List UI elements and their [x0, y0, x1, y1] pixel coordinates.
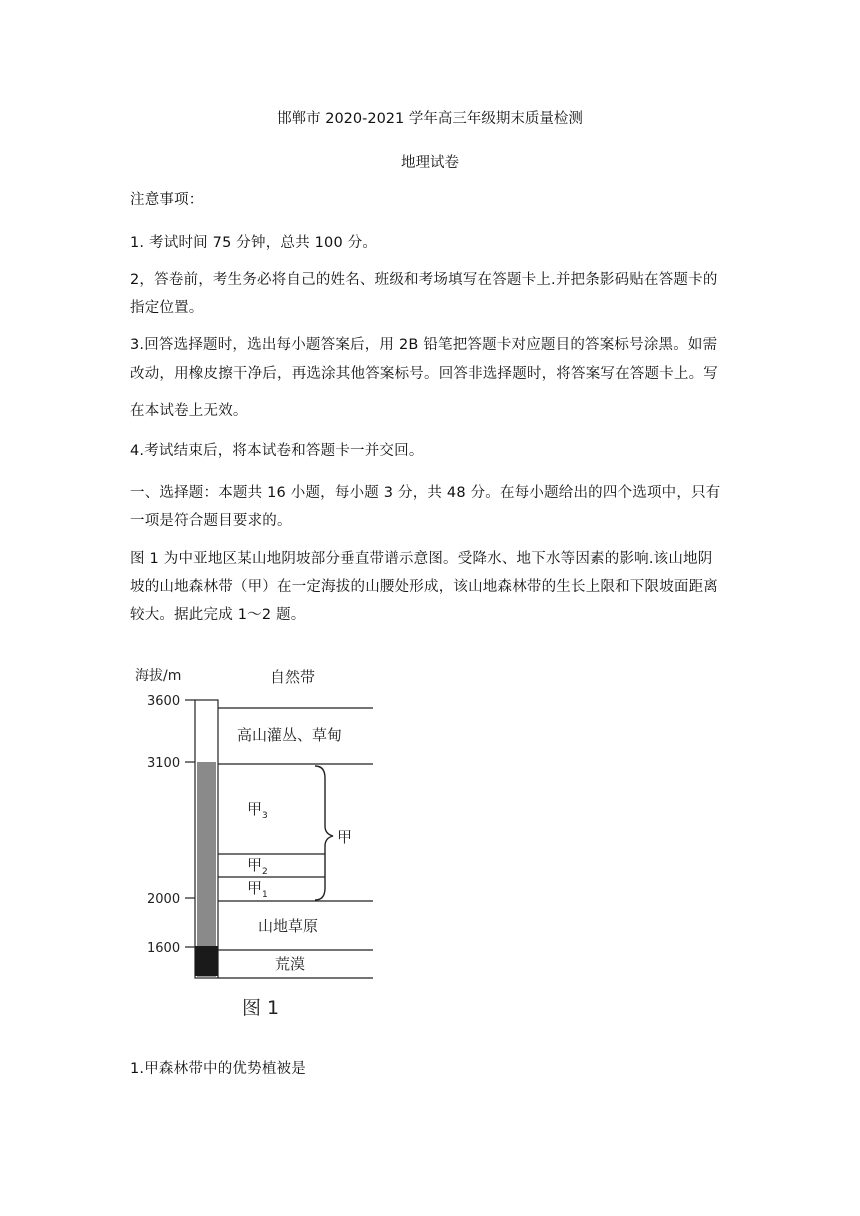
note-item-4: 4.考试结束后，将本试卷和答题卡一并交回。 [130, 443, 424, 459]
exam-subtitle: 地理试卷 [401, 155, 459, 171]
zone-label-alpine: 高山灌丛、草甸 [237, 726, 343, 744]
note-item-3-line-2: 改动，用橡皮擦干净后，再选涂其他答案标号。回答非选择题时，将答案写在答题卡上。写 [130, 366, 718, 382]
note-item-3-line-3: 在本试卷上无效。 [130, 403, 248, 419]
intro-line-3: 较大。据此完成 1～2 题。 [130, 607, 306, 623]
intro-line-1: 图 1 为中亚地区某山地阴坡部分垂直带谱示意图。受降水、地下水等因素的影响.该山地阴 [130, 551, 713, 567]
brace-label: 甲 [337, 828, 353, 846]
zone-label-jia1: 甲$_1$ [247, 879, 268, 900]
vertical-zonation-figure [125, 658, 385, 1028]
zone-label-jia3: 甲$_3$ [247, 800, 268, 821]
intro-line-2: 坡的山地森林带（甲）在一定海拔的山腰处形成，该山地森林带的生长上限和下限坡面距离 [130, 579, 718, 595]
tick-label-3600: 3600 [147, 694, 181, 709]
question-1: 1.甲森林带中的优势植被是 [130, 1061, 306, 1077]
zone-label-steppe: 山地草原 [258, 917, 319, 935]
tick-label-1600: 1600 [147, 941, 181, 956]
tick-label-2000: 2000 [147, 892, 181, 907]
note-item-1: 1. 考试时间 75 分钟，总共 100 分。 [130, 235, 378, 251]
forest-belt-brace [315, 766, 333, 900]
tick-label-3100: 3100 [147, 756, 181, 771]
note-item-2-line-2: 指定位置。 [130, 300, 204, 316]
zone-label-desert: 荒漠 [275, 955, 306, 973]
figure-caption: 图 1 [242, 997, 280, 1019]
note-item-3-line-1: 3.回答选择题时，选出每小题答案后，用 2B 铅笔把答题卡对应题目的答案标号涂黑。如需 [130, 337, 718, 353]
section-heading-line-2: 一项是符合题目要求的。 [130, 513, 292, 529]
column-label: 自然带 [270, 668, 316, 686]
notes-heading: 注意事项： [130, 192, 204, 208]
section-heading-line-1: 一、选择题：本题共 16 小题，每小题 3 分，共 48 分。在每小题给出的四个选项中，只有 [130, 485, 721, 501]
zone-label-jia2: 甲$_2$ [247, 856, 268, 877]
elevation-column-dark-base [195, 946, 218, 976]
note-item-2-line-1: 2，答卷前，考生务必将自己的姓名、班级和考场填写在答题卡上.并把条影码贴在答题卡的 [130, 272, 718, 288]
elevation-column-shaded-top [197, 762, 216, 947]
y-axis-label: 海拔/m [135, 668, 182, 684]
exam-title: 邯郸市 2020-2021 学年高三年级期末质量检测 [277, 111, 583, 127]
